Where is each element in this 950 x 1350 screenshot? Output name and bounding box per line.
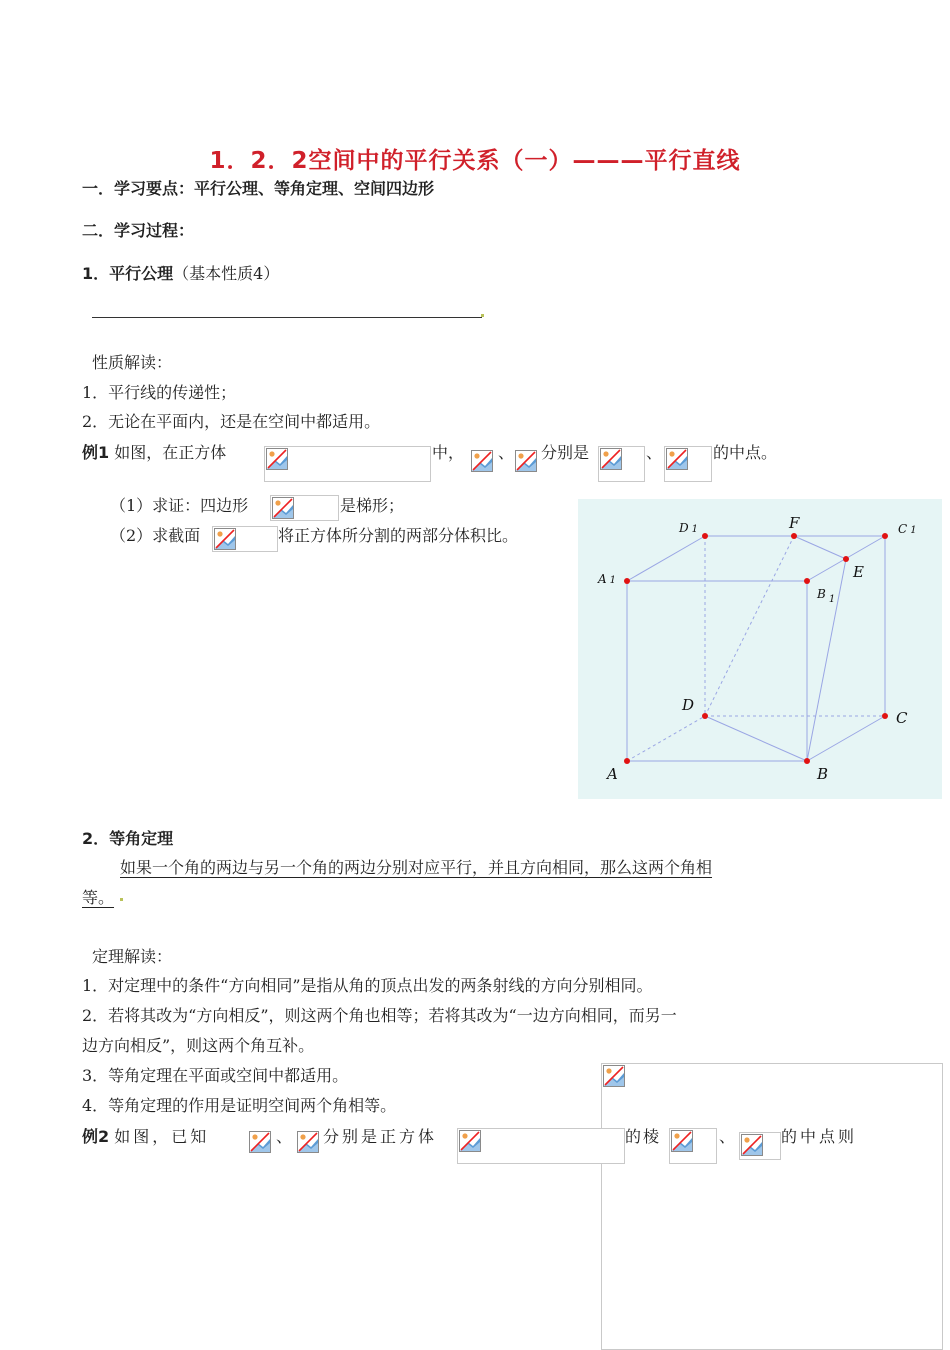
label-a1: A [598, 572, 607, 586]
formula-image-edge3 [669, 1128, 717, 1164]
broken-image-icon [297, 1131, 319, 1153]
example2-line [82, 1124, 209, 1147]
broken-image-icon [214, 528, 236, 550]
svg-text:E [852, 563, 864, 581]
example1-q2b: 将正方体所分割的两部分体积比。 [278, 526, 519, 545]
point-c1 [882, 533, 888, 539]
broken-image-icon [600, 448, 622, 470]
broken-image-icon [741, 1134, 763, 1156]
label-e: E [853, 563, 864, 581]
theorem-statement-1: 如果一个角的两边与另一个角的两边分别对应平行，并且方向相同，那么这两个角相 [120, 858, 713, 877]
broken-image-icon [515, 450, 537, 472]
example2-figure-image [601, 1063, 943, 1350]
svg-text:A1: A 1 [598, 572, 617, 586]
svg-text:D1: D 1 [679, 521, 698, 535]
section-process: 二．学习过程： [82, 221, 195, 240]
broken-image-icon [603, 1065, 625, 1087]
label-d1: D [679, 521, 689, 535]
theorem-line-2: 2．若将其改为“方向相反”，则这两个角也相等；若将其改为“一边方向相同，而另一 [82, 1006, 677, 1025]
example2-edge: 的棱 [625, 1127, 662, 1146]
example1-separator-2: 、 [646, 443, 663, 462]
svg-text:A [605, 765, 618, 783]
broken-image-icon [272, 497, 294, 519]
point-f [791, 533, 797, 539]
formula-image-edge1 [598, 446, 645, 482]
broken-image-icon [671, 1130, 693, 1152]
parallel-axiom-heading: 1．平行公理 [82, 264, 174, 283]
svg-text:F [788, 514, 800, 532]
label-b: B [817, 765, 829, 783]
point-a1 [624, 578, 630, 584]
example1-end: 的中点。 [713, 443, 778, 462]
edge-a1d1 [627, 536, 705, 581]
formula-image-f2 [296, 1130, 322, 1156]
example1-line [82, 440, 226, 463]
cube-figure [578, 499, 942, 799]
theorem-statement-2: 等。 [82, 888, 115, 907]
formula-image-f [514, 449, 540, 475]
formula-image-quadrilateral [270, 495, 339, 521]
broken-image-icon [666, 448, 688, 470]
point-a [624, 758, 630, 764]
edge-eb [807, 559, 846, 761]
label-a: A [607, 765, 618, 783]
example2-separator: 、 [276, 1127, 293, 1146]
parallel-axiom-note: （基本性质4） [173, 264, 280, 283]
property-heading: 性质解读： [92, 353, 173, 372]
broken-image-icon [459, 1130, 481, 1152]
example1-label: 例1 [82, 443, 110, 462]
example2-label: 例2 [82, 1127, 110, 1146]
example1-q1b: 是梯形； [340, 496, 405, 515]
theorem-line-3: 边方向相反”，则这两个角互补。 [82, 1036, 315, 1055]
example1-intro: 如图，在正方体 [114, 443, 227, 462]
point-d1 [702, 533, 708, 539]
label-c: C [896, 709, 908, 727]
fill-in-blank-line [92, 317, 482, 318]
mark-dot [481, 314, 484, 317]
edge-fe [794, 536, 846, 559]
page-title: 1．2．2空间中的平行关系（一）———平行直线 [209, 148, 741, 174]
svg-text:B1: B $_1$ [817, 587, 836, 605]
edge-df [705, 536, 794, 716]
example1-are: 分别是 [541, 443, 590, 462]
point-d [702, 713, 708, 719]
cube-diagram [578, 499, 942, 799]
formula-image-edge4 [739, 1132, 781, 1160]
example2-intro: 如图，已知 [114, 1127, 210, 1146]
edge-ad [627, 716, 705, 761]
section-key-points: 一．学习要点：平行公理、等角定理、空间四边形 [82, 179, 435, 198]
equal-angle-heading: 2．等角定理 [82, 829, 174, 848]
svg-text:D [681, 696, 694, 714]
example1-separator: 、 [498, 443, 515, 462]
theorem-line-4: 3．等角定理在平面或空间中都适用。 [82, 1066, 349, 1085]
label-c1: C [898, 522, 908, 536]
svg-text:B [816, 765, 828, 783]
broken-image-icon [266, 448, 288, 470]
theorem-line-1: 1．对定理中的条件“方向相同”是指从角的顶点出发的两条射线的方向分别相同。 [82, 976, 653, 995]
theorem-heading: 定理解读： [92, 947, 173, 966]
property-line-1: 1．平行线的传递性； [82, 383, 237, 402]
formula-image-cube [264, 446, 431, 482]
broken-image-icon [471, 450, 493, 472]
svg-text:C [896, 709, 908, 727]
property-line-2: 2．无论在平面内，还是在空间中都适用。 [82, 412, 381, 431]
point-e [843, 556, 849, 562]
label-f: F [789, 514, 800, 532]
broken-image-icon [249, 1131, 271, 1153]
point-c [882, 713, 888, 719]
edge-db [705, 716, 807, 761]
formula-image-section [212, 526, 278, 552]
formula-image-cube2 [457, 1128, 625, 1164]
example2-are: 分别是正方体 [323, 1127, 438, 1146]
point-b [804, 758, 810, 764]
mark-dot [120, 898, 123, 901]
label-d: D [682, 696, 695, 714]
formula-image-e2 [248, 1130, 274, 1156]
label-b1: B [817, 587, 826, 601]
example1-q2a: （2）求截面 [110, 526, 201, 545]
theorem-line-5: 4．等角定理的作用是证明空间两个角相等。 [82, 1096, 397, 1115]
example1-q1a: （1）求证：四边形 [110, 496, 249, 515]
point-b1 [804, 578, 810, 584]
formula-image-e [470, 449, 496, 475]
svg-text:C1: C 1 [898, 522, 917, 536]
formula-image-edge2 [664, 446, 712, 482]
parallel-axiom-line [82, 261, 279, 284]
edge-bc [807, 716, 885, 761]
example2-separator-2: 、 [719, 1127, 736, 1146]
example2-end: 的中点则 [781, 1127, 858, 1146]
example1-mid: 中， [432, 443, 465, 462]
